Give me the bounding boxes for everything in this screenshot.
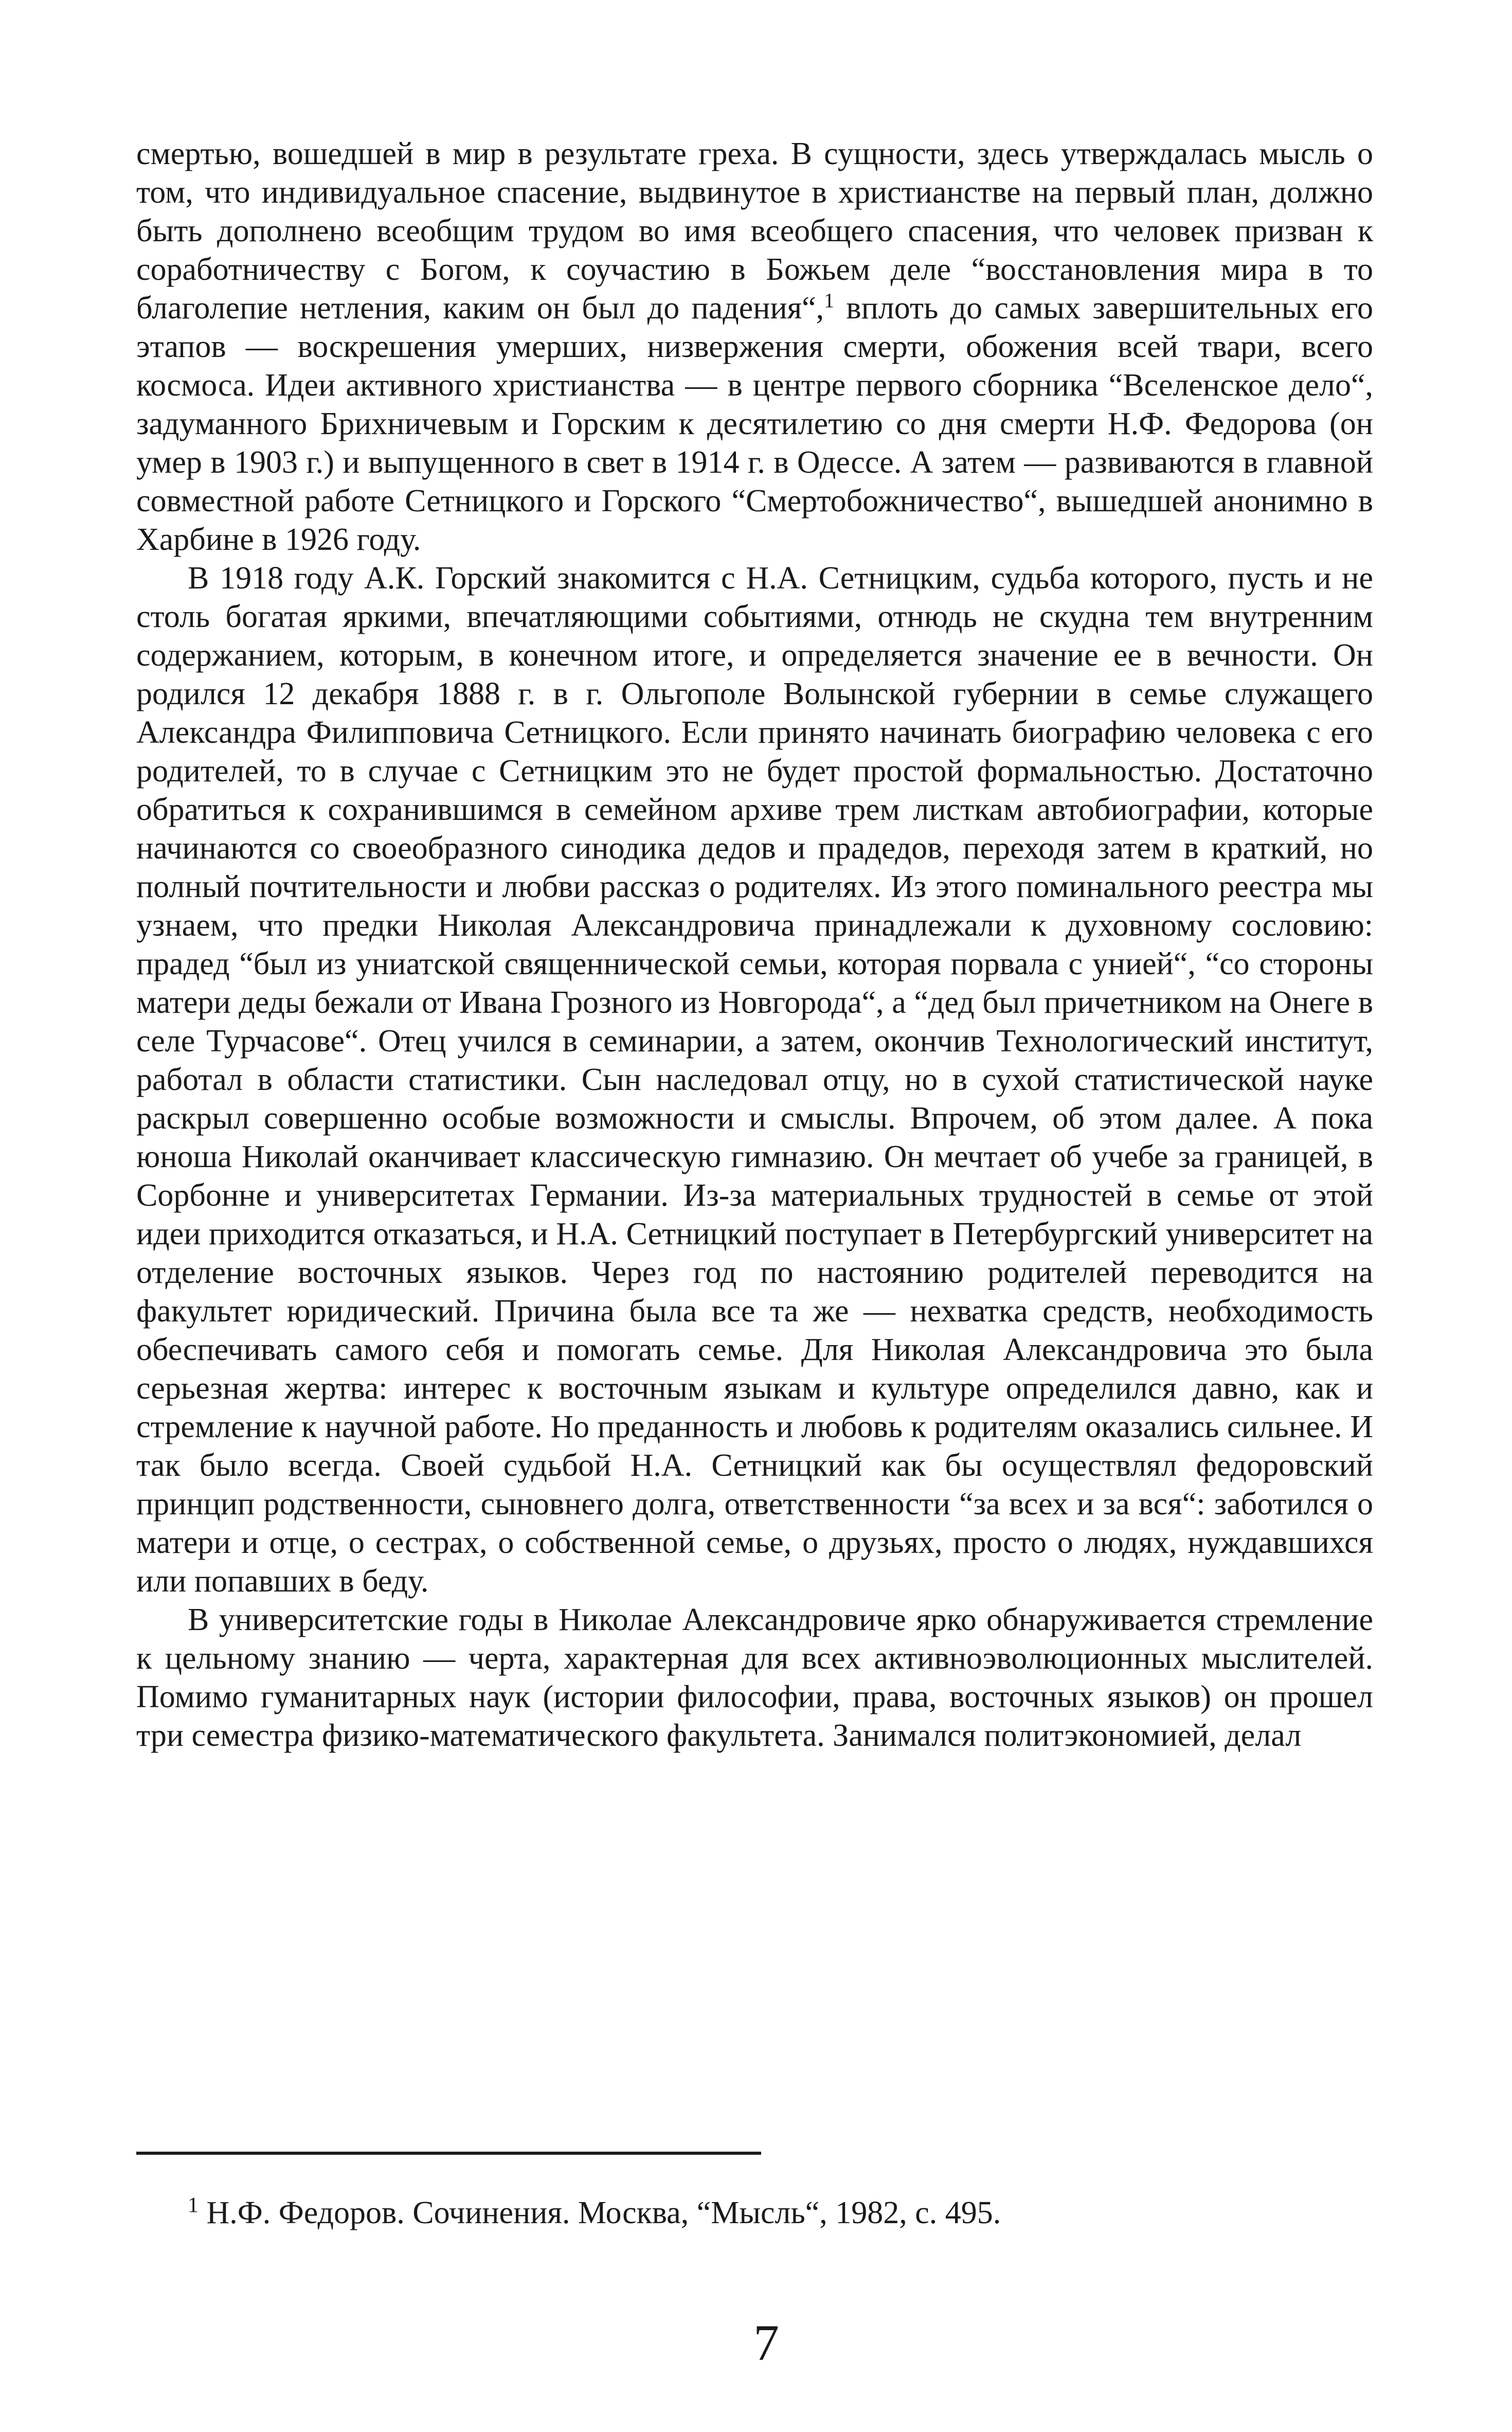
footnote-marker: 1 (188, 2193, 199, 2218)
footnote-text: Н.Ф. Федоров. Сочинения. Москва, “Мысль“, 1982, с. 495. (199, 2195, 1001, 2230)
page-number: 7 (753, 2314, 779, 2371)
paragraph-1 (136, 135, 1373, 559)
paragraph-3: В университетские годы в Николае Александровиче ярко обнаруживается стремление к цельному знанию — черта, характерная для всех активноэволюционных мыслителей. Помимо гуманитарных наук (истории философии, права, восточных языков) он прошел три семестра физико-математического факультета. Занимался политэкономией, делал (136, 1602, 1373, 1753)
footnote (188, 2192, 1371, 2233)
body-text (136, 135, 1373, 1755)
paragraph-1-part-a: смертью, вошедшей в мир в результате греха. В сущности, здесь утверждалась мысль о том, что индивидуальное спасение, выдвинутое в христианстве на первый план, должно быть дополнено всеобщим трудом во имя всеобщего спасения, что человек призван к соработничеству с Богом, к соучастию в Божьем деле “восстановления мира в то благолепие нетления, каким он был до падения“, (136, 136, 1373, 326)
paragraph-1-part-b: вплоть до самых завершительных его этапов — воскрешения умерших, низвержения смерти, обожения всей твари, всего космоса. Идеи активного христианства — в центре первого сборника “Вселенское дело“, задуманного Брихничевым и Горским к десятилетию со дня смерти Н.Ф. Федорова (он умер в 1903 г.) и выпущенного в свет в 1914 г. в Одессе. А затем — развиваются в главной совместной работе Сетницкого и Горского “Смертобожничество“, вышедшей анонимно в Харбине в 1926 году. (136, 291, 1373, 557)
footnote-divider (136, 2152, 761, 2155)
footnote-reference: 1 (824, 289, 835, 312)
paragraph-2: В 1918 году А.К. Горский знакомится с Н.А. Сетницким, судьба которого, пусть и не столь богатая яркими, впечатляющими событиями, отнюдь не скудна тем внутренним содержанием, которым, в конечном итоге, и определяется значение ее в вечности. Он родился 12 декабря 1888 г. в г. Ольгополе Волынской губернии в семье служащего Александра Филипповича Сетницкого. Если принято начинать биографию человека с его родителей, то в случае с Сетницким это не будет простой формальностью. Достаточно обратиться к сохранившимся в семейном архиве трем листкам автобиографии, которые начинаются со своеобразного синодика дедов и прадедов, переходя затем в краткий, но полный почтительности и любви рассказ о родителях. Из этого поминального реестра мы узнаем, что предки Николая Александровича принадлежали к духовному сословию: прадед “был из униатской священнической семьи, которая порвала с унией“, “со стороны матери деды бежали от Ивана Грозного из Новгорода“, а “дед был причетником на Онеге в селе Турчасове“. Отец учился в семинарии, а затем, окончив Технологический институт, работал в области статистики. Сын наследовал отцу, но в сухой статистической науке раскрыл совершенно особые возможности и смыслы. Впрочем, об этом далее. А пока юноша Николай оканчивает классическую гимназию. Он мечтает об учебе за границей, в Сорбонне и университетах Германии. Из-за материальных трудностей в семье от этой идеи приходится отказаться, и Н.А. Сетницкий поступает в Петербургский университет на отделение восточных языков. Через год по настоянию родителей переводится на факультет юридический. Причина была все та же — нехватка средств, необходимость обеспечивать самого себя и помогать семье. Для Николая Александровича это была серьезная жертва: интерес к восточным языкам и культуре определился давно, как и стремление к научной работе. Но преданность и любовь к родителям оказались сильнее. И так было всегда. Своей судьбой Н.А. Сетницкий как бы осуществлял федоровский принцип родственности, сыновнего долга, ответственности “за всех и за вся“: заботился о матери и отце, о сестрах, о собственной семье, о друзьях, просто о людях, нуждавшихся или попавших в беду. (136, 561, 1373, 1599)
